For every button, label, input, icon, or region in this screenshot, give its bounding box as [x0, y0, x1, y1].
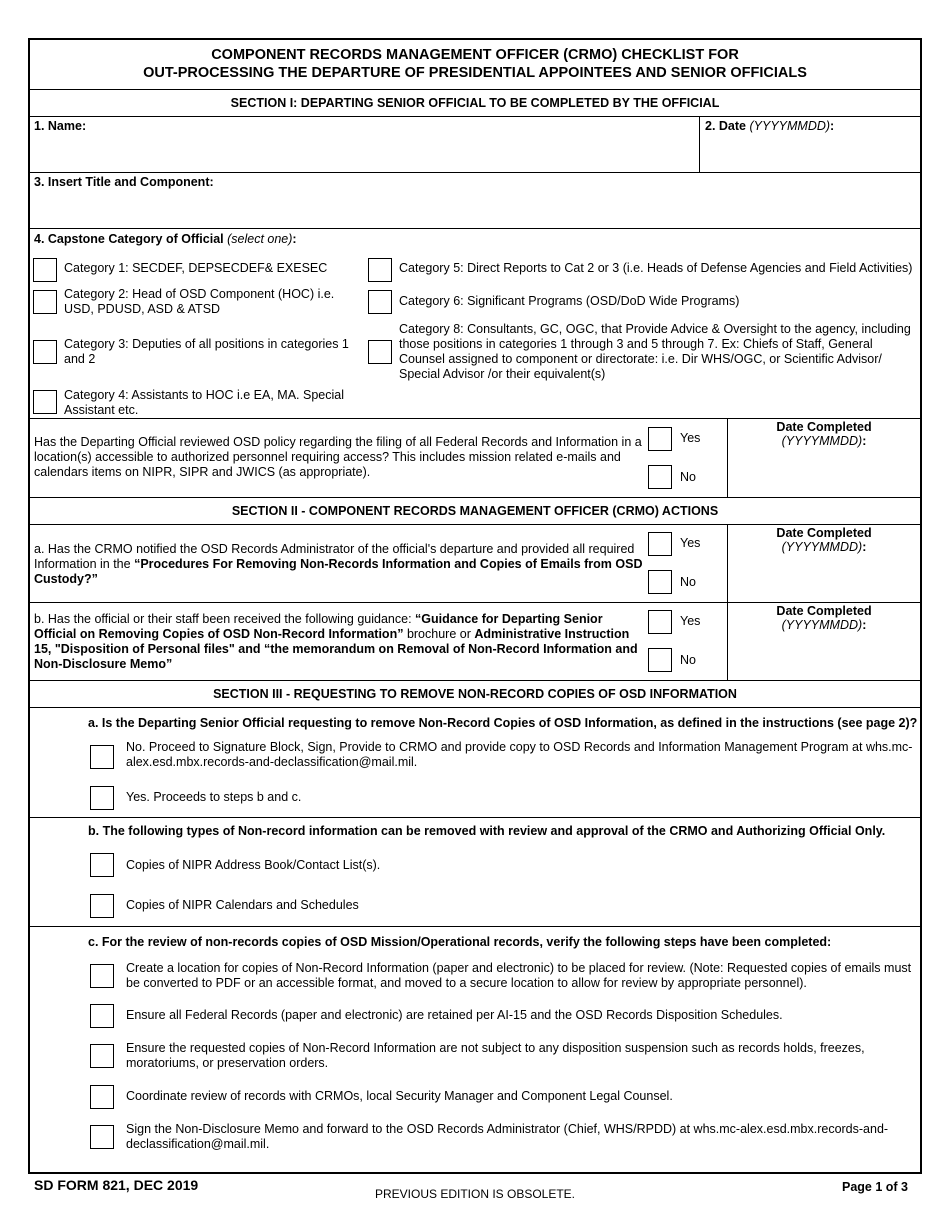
section-1-heading: SECTION I: DEPARTING SENIOR OFFICIAL TO BE COMPLETED BY THE OFFICIAL	[230, 96, 720, 110]
title-component-input[interactable]	[34, 193, 914, 225]
section-3c-block	[30, 927, 920, 1172]
section-3a-question: a. Is the Departing Senior Official requesting to remove Non-Record Copies of OSD Information, as defined in the instructions (see page 2)?	[88, 716, 918, 730]
form-id: SD FORM 821, DEC 2019	[34, 1177, 199, 1193]
name-date-row	[30, 117, 920, 173]
section-3b-block	[30, 818, 920, 927]
category-6-checkbox[interactable]	[368, 290, 392, 314]
guidance-received-question: b. Has the official or their staff been received the following guidance: “Guidance for Departing Senior Official on Removing Copies of OSD Non-Record Information” brochure or Administrative Instruction 15, "Disposition of Personal files" and “the memorandum on Removal of Non-Record Information and Non-Disclosure Memo”	[34, 612, 638, 671]
policy-no-checkbox[interactable]	[648, 465, 672, 489]
name-input[interactable]	[34, 137, 694, 169]
category-3-checkbox[interactable]	[33, 340, 57, 364]
policy-yes-label: Yes	[680, 431, 701, 445]
crmo-notified-date-input[interactable]	[730, 557, 916, 599]
address-book-label: Copies of NIPR Address Book/Contact List(s).	[126, 858, 381, 872]
crmo-notified-no-label: No	[680, 575, 696, 589]
guidance-yes-checkbox[interactable]	[648, 610, 672, 634]
section-3b-question: b. The following types of Non-record information can be removed with review and approval of the CRMO and Authorizing Official Only.	[88, 824, 886, 838]
date-input[interactable]	[705, 137, 915, 169]
crmo-notified-question: a. Has the CRMO notified the OSD Records Administrator of the official's departure and provided all required Information in the “Procedures For Removing Non-Records Information and Copies of Emails from OSD Custody?”	[34, 542, 643, 586]
category-5-label: Category 5: Direct Reports to Cat 2 or 3 (i.e. Heads of Defense Agencies and Field Activities)	[399, 261, 913, 275]
date-label: 2. Date (YYYYMMDD):	[705, 119, 835, 133]
form-title	[30, 40, 920, 90]
category-8-checkbox[interactable]	[368, 340, 392, 364]
title-component-label: 3. Insert Title and Component:	[34, 175, 214, 189]
calendars-label: Copies of NIPR Calendars and Schedules	[126, 898, 359, 912]
capstone-label: 4. Capstone Category of Official (select one):	[34, 232, 297, 246]
policy-date-input[interactable]	[730, 451, 916, 493]
nondisclosure-label: Sign the Non-Disclosure Memo and forward to the OSD Records Administrator (Chief, WHS/RPDD) at whs.mc-alex.esd.mbx.records-and-declassification@mail.mil.	[126, 1122, 889, 1151]
name-label: 1. Name:	[34, 119, 87, 133]
category-1-label: Category 1: SECDEF, DEPSECDEF& EXESEC	[64, 261, 328, 275]
address-book-checkbox[interactable]	[90, 853, 114, 877]
title-component-row	[30, 173, 920, 229]
crmo-notified-yes-checkbox[interactable]	[648, 532, 672, 556]
create-location-checkbox[interactable]	[90, 964, 114, 988]
nondisclosure-checkbox[interactable]	[90, 1125, 114, 1149]
calendars-checkbox[interactable]	[90, 894, 114, 918]
retain-records-label: Ensure all Federal Records (paper and electronic) are retained per AI-15 and the OSD Records Disposition Schedules.	[126, 1008, 783, 1022]
no-suspension-label: Ensure the requested copies of Non-Record Information are not subject to any disposition suspension such as records holds, freezes, moratoriums, or preservation orders.	[126, 1041, 865, 1070]
remove-no-checkbox[interactable]	[90, 745, 114, 769]
crmo-notified-date-header: Date Completed (YYYYMMDD):	[776, 526, 872, 554]
remove-yes-label: Yes. Proceeds to steps b and c.	[126, 790, 302, 804]
section-2-heading: SECTION II - COMPONENT RECORDS MANAGEMENT OFFICER (CRMO) ACTIONS	[231, 504, 719, 518]
section-3c-question: c. For the review of non-records copies of OSD Mission/Operational records, verify the following steps have been completed:	[88, 935, 832, 949]
title-line-2: OUT-PROCESSING THE DEPARTURE OF PRESIDENTIAL APPOINTEES AND SENIOR OFFICIALS	[143, 65, 807, 81]
category-6-label: Category 6: Significant Programs (OSD/DoD Wide Programs)	[399, 294, 740, 308]
no-suspension-checkbox[interactable]	[90, 1044, 114, 1068]
section-2-heading-row	[30, 498, 920, 525]
category-3-label: Category 3: Deputies of all positions in categories 1 and 2	[64, 337, 349, 366]
policy-no-label: No	[680, 470, 696, 484]
category-8-label: Category 8: Consultants, GC, OGC, that Provide Advice & Oversight to the agency, including those positions in categories 1 through 3 and 5 through 7. Ex: Chiefs of Staff, General Counsel assigned to component or directorate: i.e. Dir WHS/OGC, or Scientific Advisor/ Special Advisor /or their equivalent(s)	[399, 322, 911, 381]
section-3-heading: SECTION III - REQUESTING TO REMOVE NON-RECORD COPIES OF OSD INFORMATION	[213, 687, 737, 701]
category-4-checkbox[interactable]	[33, 390, 57, 414]
policy-yes-checkbox[interactable]	[648, 427, 672, 451]
category-4-label: Category 4: Assistants to HOC i.e EA, MA. Special Assistant etc.	[64, 388, 344, 417]
category-2-label: Category 2: Head of OSD Component (HOC) i.e. USD, PDUSD, ASD & ATSD	[64, 287, 335, 316]
guidance-date-header: Date Completed (YYYYMMDD):	[776, 604, 872, 632]
section-3a-block	[30, 708, 920, 818]
guidance-received-row	[30, 603, 920, 681]
category-5-checkbox[interactable]	[368, 258, 392, 282]
remove-yes-checkbox[interactable]	[90, 786, 114, 810]
guidance-no-label: No	[680, 653, 696, 667]
policy-question: Has the Departing Official reviewed OSD policy regarding the filing of all Federal Records and Information in a location(s) accessible to authorized personnel requiring access? This includes mission related e-mails and calendars items on NIPR, SIPR and JWICS (as appropriate).	[34, 435, 642, 479]
guidance-no-checkbox[interactable]	[648, 648, 672, 672]
section-3-heading-row	[30, 681, 920, 708]
category-2-checkbox[interactable]	[33, 290, 57, 314]
title-line-1: COMPONENT RECORDS MANAGEMENT OFFICER (CRMO) CHECKLIST FOR	[211, 47, 739, 63]
crmo-notified-yes-label: Yes	[680, 536, 701, 550]
obsolete-notice: PREVIOUS EDITION IS OBSOLETE.	[374, 1187, 576, 1201]
checklist-form	[28, 38, 922, 1174]
coordinate-review-checkbox[interactable]	[90, 1085, 114, 1109]
capstone-category-row	[30, 229, 920, 419]
create-location-label: Create a location for copies of Non-Record Information (paper and electronic) to be placed for review. (Note: Requested copies of emails must be converted to PDF or an accessible format, and moved to a secure location to allow for review by appropriate personnel).	[126, 961, 912, 990]
coordinate-review-label: Coordinate review of records with CRMOs, local Security Manager and Component Legal Counsel.	[126, 1089, 673, 1103]
category-1-checkbox[interactable]	[33, 258, 57, 282]
crmo-notified-no-checkbox[interactable]	[648, 570, 672, 594]
policy-question-row	[30, 419, 920, 498]
crmo-notified-row	[30, 525, 920, 603]
guidance-date-input[interactable]	[730, 635, 916, 677]
retain-records-checkbox[interactable]	[90, 1004, 114, 1028]
section-1-heading-row	[30, 90, 920, 117]
remove-no-label: No. Proceed to Signature Block, Sign, Provide to CRMO and provide copy to OSD Records and Information Management Program at whs.mc-alex.esd.mbx.records-and-declassification@mail.mil.	[126, 740, 913, 769]
page-number: Page 1 of 3	[842, 1180, 908, 1194]
guidance-yes-label: Yes	[680, 614, 701, 628]
policy-date-header: Date Completed (YYYYMMDD):	[776, 420, 872, 448]
